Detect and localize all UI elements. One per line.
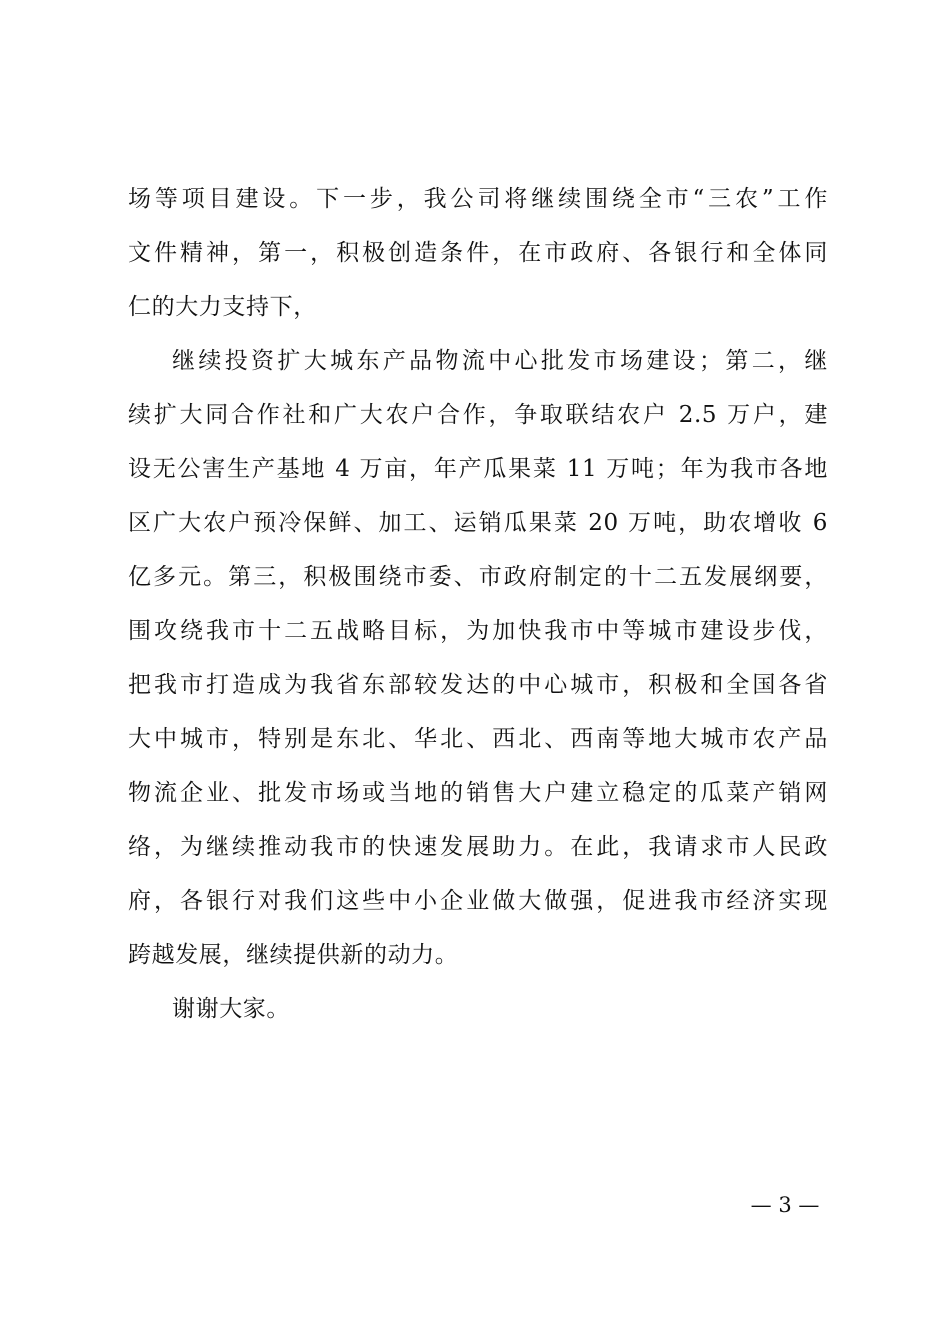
text-line-5: 续扩大同合作社和广大农户合作，争取联结农户 2.5 万户，建 bbox=[128, 402, 828, 428]
text-line-10: 把我市打造成为我省东部较发达的中心城市，积极和全国各省 bbox=[128, 672, 828, 698]
text-line-2: 文件精神，第一，积极创造条件，在市政府、各银行和全体同 bbox=[128, 240, 828, 266]
text-line-4: 继续投资扩大城东产品物流中心批发市场建设；第二，继 bbox=[172, 348, 828, 374]
text-line-15: 跨越发展，继续提供新的动力。 bbox=[128, 942, 459, 968]
text-line-12: 物流企业、批发市场或当地的销售大户建立稳定的瓜菜产销网 bbox=[128, 780, 828, 806]
text-line-1: 场等项目建设。下一步，我公司将继续围绕全市“三农”工作 bbox=[128, 186, 828, 212]
text-line-8: 亿多元。第三，积极围绕市委、市政府制定的十二五发展纲要， bbox=[128, 564, 828, 590]
text-line-13: 络，为继续推动我市的快速发展助力。在此，我请求市人民政 bbox=[128, 834, 828, 860]
page-number: — 3 — bbox=[750, 1193, 820, 1217]
text-line-14: 府，各银行对我们这些中小企业做大做强，促进我市经济实现 bbox=[128, 888, 828, 914]
body-text bbox=[128, 172, 828, 1036]
text-line-11: 大中城市，特别是东北、华北、西北、西南等地大城市农产品 bbox=[128, 726, 828, 752]
text-line-3: 仁的大力支持下， bbox=[128, 294, 317, 320]
text-line-9: 围攻绕我市十二五战略目标，为加快我市中等城市建设步伐， bbox=[128, 618, 828, 644]
text-line-6: 设无公害生产基地 4 万亩，年产瓜果菜 11 万吨；年为我市各地 bbox=[128, 456, 828, 482]
text-line-7: 区广大农户预冷保鲜、加工、运销瓜果菜 20 万吨，助农增收 6 bbox=[128, 510, 828, 536]
closing-line: 谢谢大家。 bbox=[172, 996, 290, 1022]
